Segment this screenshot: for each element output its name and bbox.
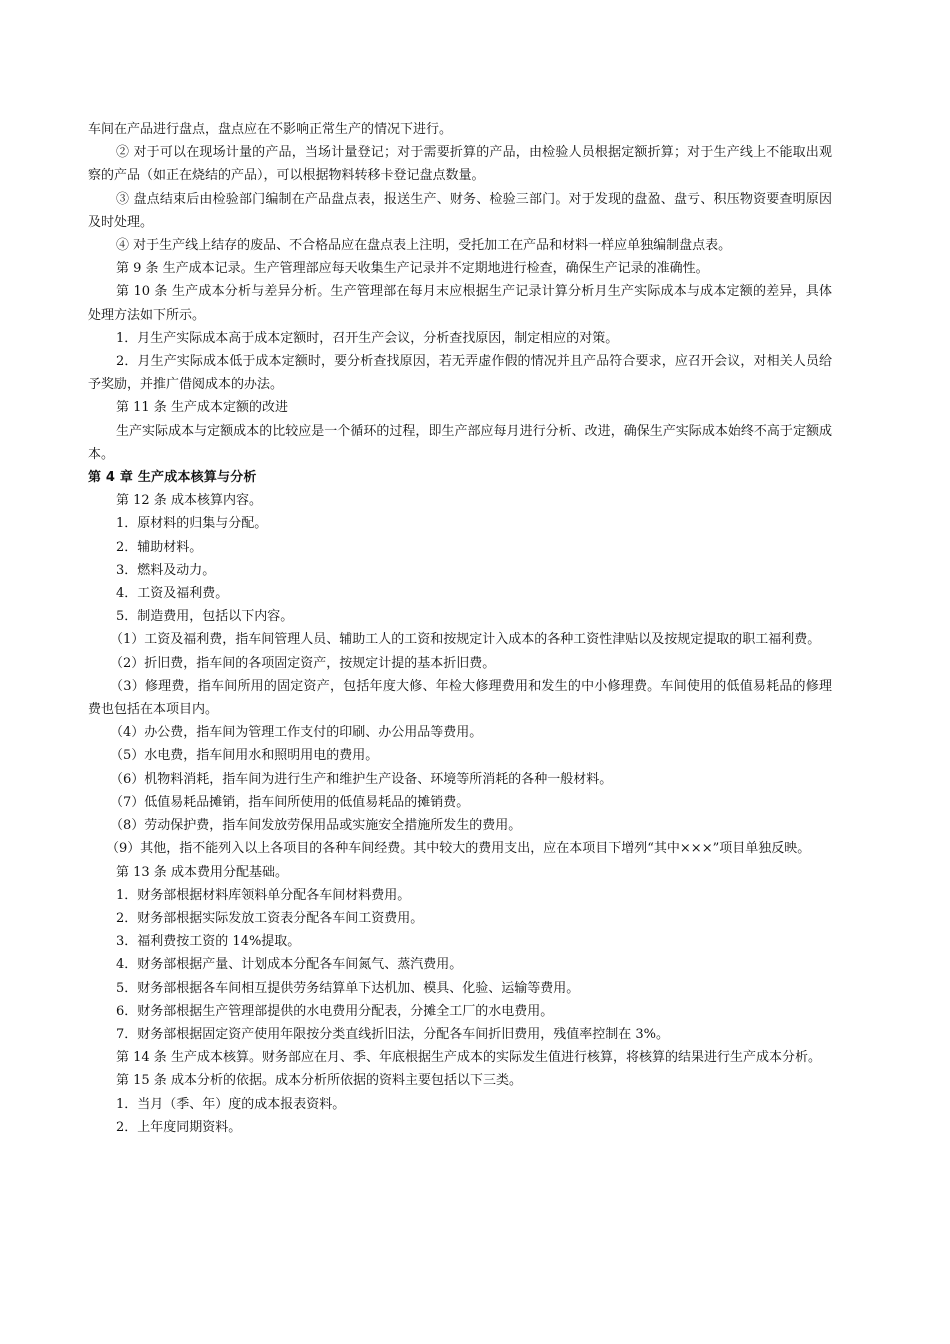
paragraph: 4．工资及福利费。 (116, 586, 229, 602)
paragraph: （3）修理费，指车间所用的固定资产，包括年度大修、年检大修理费用和发生的中小修理费。车间使用的低值易耗品的修理费也包括在本项目内。 (88, 678, 832, 718)
paragraph: 2．月生产实际成本低于成本定额时，要分析查找原因，若无弄虚作假的情况并且产品符合要求，应召开会议，对相关人员给予奖励，并推广借阅成本的办法。 (88, 354, 832, 393)
paragraph: ② 对于可以在现场计量的产品，当场计量登记；对于需要折算的产品，由检验人员根据定额折算；对于生产线上不能取出观察的产品（如正在烧结的产品），可以根据物料转移卡登记盘点数量。 (88, 145, 832, 184)
paragraph: 生产实际成本与定额成本的比较应是一个循环的过程，即生产部应每月进行分析、改进，确保生产实际成本始终不高于定额成本。 (88, 423, 832, 462)
paragraph: 第 15 条 成本分析的依据。成本分析所依据的资料主要包括以下三类。 (116, 1073, 522, 1089)
paragraph: 3．燃料及动力。 (116, 562, 216, 578)
paragraph: 6．财务部根据生产管理部提供的水电费用分配表，分摊全工厂的水电费用。 (116, 1003, 554, 1019)
document-body (88, 118, 832, 1139)
paragraph: 第 12 条 成本核算内容。 (116, 493, 262, 509)
paragraph: 5．制造费用，包括以下内容。 (116, 609, 294, 625)
paragraph: （8）劳动保护费，指车间发放劳保用品或实施安全措施所发生的费用。 (110, 818, 522, 834)
chapter-heading: 第 4 章 生产成本核算与分析 (88, 470, 257, 486)
paragraph: 第 14 条 生产成本核算。财务部应在月、季、年底根据生产成本的实际发生值进行核算，将核算的结果进行生产成本分析。 (116, 1050, 821, 1066)
paragraph: 5．财务部根据各车间相互提供劳务结算单下达机加、模具、化验、运输等费用。 (116, 980, 580, 996)
paragraph: 7．财务部根据固定资产使用年限按分类直线折旧法，分配各车间折旧费用，残值率控制在 3%。 (116, 1026, 670, 1042)
paragraph: 1．当月（季、年）度的成本报表资料。 (116, 1096, 346, 1112)
paragraph: 第 10 条 生产成本分析与差异分析。生产管理部在每月末应根据生产记录计算分析月生产实际成本与成本定额的差异，具体处理方法如下所示。 (88, 284, 832, 323)
paragraph: 2．辅助材料。 (116, 539, 203, 555)
paragraph: 1．财务部根据材料库领料单分配各车间材料费用。 (116, 887, 411, 903)
paragraph: 3．福利费按工资的 14%提取。 (116, 934, 301, 950)
paragraph: 1．原材料的归集与分配。 (116, 516, 268, 532)
paragraph: 车间在产品进行盘点，盘点应在不影响正常生产的情况下进行。 (88, 122, 453, 137)
paragraph: （4）办公费，指车间为管理工作支付的印刷、办公用品等费用。 (110, 725, 483, 741)
paragraph: 第 9 条 生产成本记录。生产管理部应每天收集生产记录并不定期地进行检查，确保生产记录的准确性。 (116, 261, 709, 277)
paragraph: ③ 盘点结束后由检验部门编制在产品盘点表，报送生产、财务、检验三部门。对于发现的盘盈、盘亏、积压物资要查明原因及时处理。 (88, 191, 832, 230)
paragraph: 第 13 条 成本费用分配基础。 (116, 864, 288, 880)
paragraph: 1．月生产实际成本高于成本定额时，召开生产会议，分析查找原因，制定相应的对策。 (116, 330, 619, 346)
paragraph: （6）机物料消耗，指车间为进行生产和维护生产设备、环境等所消耗的各种一般材料。 (110, 771, 613, 787)
paragraph: 第 11 条 生产成本定额的改进 (116, 400, 288, 416)
paragraph: ④ 对于生产线上结存的废品、不合格品应在盘点表上注明，受托加工在产品和材料一样应单独编制盘点表。 (116, 238, 732, 254)
paragraph: （9）其他，指不能列入以上各项目的各种车间经费。其中较大的费用支出，应在本项目下增列“其中×××”项目单独反映。 (106, 841, 811, 857)
paragraph: （7）低值易耗品摊销，指车间所使用的低值易耗品的摊销费。 (110, 794, 470, 810)
paragraph: （2）折旧费，指车间的各项固定资产，按规定计提的基本折旧费。 (110, 655, 496, 671)
paragraph: （5）水电费，指车间用水和照明用电的费用。 (110, 748, 379, 764)
paragraph: 2．上年度同期资料。 (116, 1119, 242, 1135)
paragraph: （1）工资及福利费，指车间管理人员、辅助工人的工资和按规定计入成本的各种工资性津贴以及按规定提取的职工福利费。 (110, 632, 821, 648)
paragraph: 2．财务部根据实际发放工资表分配各车间工资费用。 (116, 910, 424, 926)
paragraph: 4．财务部根据产量、计划成本分配各车间氮气、蒸汽费用。 (116, 957, 463, 973)
